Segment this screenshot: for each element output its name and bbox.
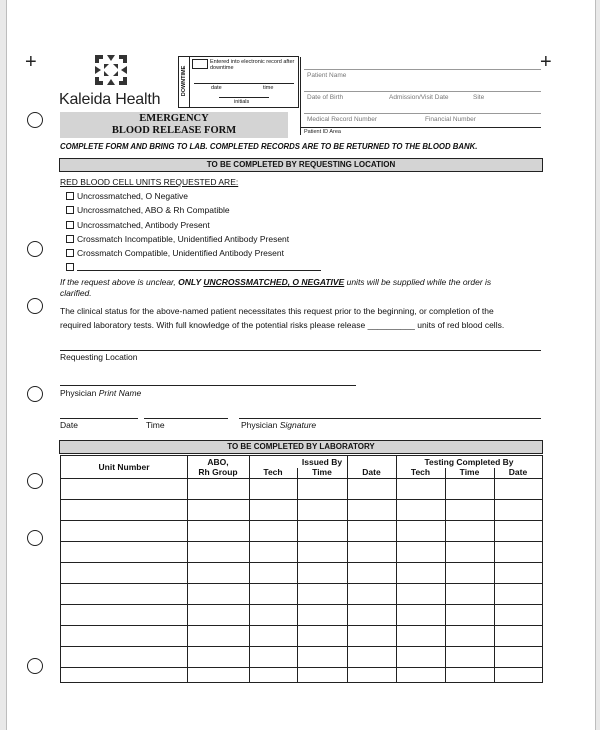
downtime-label-cell — [179, 57, 190, 107]
unclear-emphasis: UNCROSSMATCHED, O NEGATIVE — [203, 277, 345, 287]
instruction-text: COMPLETE FORM AND BRING TO LAB. COMPLETED RECORDS ARE TO BE RETURNED TO THE BLOOD BANK. — [60, 142, 478, 151]
kaleida-logo-icon — [93, 53, 129, 87]
registration-mark-right: + — [540, 51, 552, 73]
mrn-line — [304, 113, 541, 114]
option-crossmatch-compatible[interactable] — [66, 248, 284, 258]
col-divider — [297, 468, 298, 682]
financial-number-label: Financial Number — [425, 116, 476, 123]
downtime-checkbox[interactable] — [192, 59, 208, 69]
mrn-label: Medical Record Number — [307, 116, 378, 123]
checkbox[interactable] — [66, 206, 74, 214]
patient-id-area-label: Patient ID Area — [304, 129, 341, 135]
clinical-line2-pre: required laboratory tests. With full knowledge of the potential risks please release — [60, 320, 366, 330]
binder-hole-6 — [27, 530, 43, 546]
date-label: Date — [60, 420, 78, 430]
option-label: Uncrossmatched, O Negative — [77, 191, 189, 201]
col-testing-time: Time — [459, 467, 480, 477]
option-other[interactable] — [66, 262, 77, 272]
col-testing-completed-by: Testing Completed By — [424, 457, 514, 467]
binder-hole-7 — [27, 658, 43, 674]
row-divider — [61, 520, 542, 521]
downtime-date-label: date — [211, 85, 222, 91]
col-issued-time: Time — [312, 467, 332, 477]
option-label: Crossmatch Incompatible, Unidentified Antibody Present — [77, 234, 290, 244]
col-issued-by: Issued By — [301, 457, 343, 467]
option-label: Crossmatch Compatible, Unidentified Antibody Present — [77, 248, 284, 258]
downtime-box — [178, 56, 299, 108]
row-divider — [61, 541, 542, 542]
col-testing-tech: Tech — [410, 467, 431, 477]
checkbox[interactable] — [66, 221, 74, 229]
checkbox[interactable] — [66, 192, 74, 200]
form-page — [6, 0, 596, 730]
requesting-location-line[interactable] — [60, 350, 541, 351]
binder-hole-1 — [27, 112, 43, 128]
option-uncrossmatched-abo-rh[interactable] — [66, 205, 230, 215]
patient-area-divider — [300, 57, 301, 135]
units-requested-heading: RED BLOOD CELL UNITS REQUESTED ARE: — [60, 177, 239, 187]
row-divider — [61, 562, 542, 563]
option-uncrossmatched-o-negative[interactable] — [66, 191, 188, 201]
requesting-location-band: TO BE COMPLETED BY REQUESTING LOCATION — [59, 158, 543, 172]
downtime-initials-label: initials — [234, 99, 250, 105]
physician-signature-label — [241, 420, 316, 431]
row-divider — [61, 646, 542, 647]
patient-name-label: Patient Name — [307, 72, 347, 79]
col-issued-date: Date — [362, 467, 381, 477]
dob-line — [304, 91, 541, 92]
unclear-pre: If the request above is unclear, — [60, 277, 179, 287]
option-uncrossmatched-antibody[interactable] — [66, 220, 210, 230]
patient-id-line — [300, 127, 541, 128]
option-label: Uncrossmatched, ABO & Rh Compatible — [77, 205, 230, 215]
downtime-time-label: time — [263, 85, 274, 91]
row-divider — [61, 604, 542, 605]
col-divider — [249, 456, 250, 682]
unclear-only: ONLY — [178, 277, 204, 287]
date-line[interactable] — [60, 418, 138, 419]
col-divider — [494, 468, 495, 682]
unclear-line2: clarified. — [60, 288, 92, 298]
col-divider — [396, 456, 397, 682]
col-abo-rh — [187, 457, 249, 477]
laboratory-table — [60, 455, 543, 683]
clinical-status-line2 — [60, 320, 550, 331]
row-divider — [61, 667, 542, 668]
admission-date-label: Admission/Visit Date — [389, 94, 449, 101]
form-title-line2: BLOOD RELEASE FORM — [111, 125, 237, 136]
requesting-location-label: Requesting Location — [60, 352, 138, 362]
patient-name-line — [304, 69, 541, 70]
physician-print-pre: Physician — [60, 388, 99, 398]
checkbox[interactable] — [66, 263, 74, 271]
col-divider — [187, 456, 188, 682]
time-label: Time — [146, 420, 165, 430]
form-title-line1: EMERGENCY — [139, 113, 209, 124]
site-label: Site — [473, 94, 485, 101]
checkbox[interactable] — [66, 235, 74, 243]
registration-mark-left: + — [25, 51, 37, 73]
date-time-line — [194, 83, 294, 84]
col-abo-line2: Rh Group — [198, 467, 238, 477]
unclear-request-note — [60, 277, 545, 299]
physician-sig-em: Signature — [279, 420, 317, 430]
col-abo-line1: ABO, — [207, 457, 229, 467]
laboratory-band: TO BE COMPLETED BY LABORATORY — [59, 440, 543, 454]
row-divider — [61, 499, 542, 500]
binder-hole-5 — [27, 473, 43, 489]
time-line[interactable] — [144, 418, 228, 419]
clinical-status-line1: The clinical status for the above-named patient necessitates this request prior to the beginning, or completion of the — [60, 306, 494, 316]
binder-hole-3 — [27, 298, 43, 314]
dob-label: Date of Birth — [307, 94, 344, 101]
other-option-line[interactable] — [77, 270, 321, 271]
downtime-note: Entered into electronic record after downtime — [210, 59, 295, 71]
col-unit-number: Unit Number — [98, 462, 150, 472]
col-issued-tech: Tech — [263, 467, 283, 477]
row-divider — [61, 478, 542, 479]
option-label: Uncrossmatched, Antibody Present — [77, 220, 210, 230]
physician-print-label — [60, 388, 141, 399]
unclear-post: units will be supplied while the order is — [344, 277, 492, 287]
col-divider — [347, 456, 348, 682]
binder-hole-2 — [27, 241, 43, 257]
physician-signature-line[interactable] — [239, 418, 541, 419]
row-divider — [61, 625, 542, 626]
brand-name: Kaleida Health — [59, 91, 161, 108]
option-crossmatch-incompatible[interactable] — [66, 234, 289, 244]
physician-print-em: Print Name — [98, 388, 142, 398]
clinical-line2-post: units of red blood cells. — [417, 320, 505, 330]
units-count-blank[interactable]: __________ — [367, 320, 415, 330]
initials-line — [219, 97, 269, 98]
form-title — [60, 112, 288, 138]
physician-sig-pre: Physician — [241, 420, 280, 430]
col-testing-date: Date — [508, 467, 528, 477]
physician-print-line[interactable] — [60, 385, 356, 386]
checkbox[interactable] — [66, 249, 74, 257]
binder-hole-4 — [27, 386, 43, 402]
downtime-label: DOWNTIME — [181, 65, 187, 97]
row-divider — [61, 583, 542, 584]
col-divider — [445, 468, 446, 682]
